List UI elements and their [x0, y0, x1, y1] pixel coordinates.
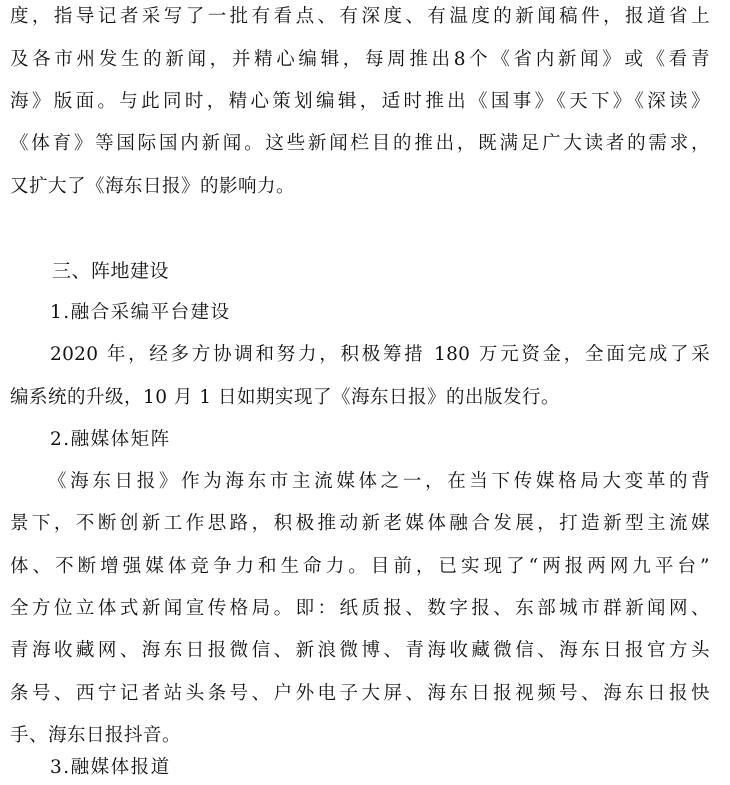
paragraph-line: 青海收藏网、海东日报微信、新浪微博、青海收藏微信、海东日报官方头 [10, 640, 710, 661]
subsection-title: 3.融媒体报道 [50, 757, 171, 778]
section-heading: 三、阵地建设 [52, 260, 170, 282]
paragraph-line: 体、不断增强媒体竞争力和生命力。目前，已实现了“两报两网九平台” [10, 556, 710, 577]
paragraph-line: 又扩大了《海东日报》的影响力。 [10, 176, 296, 197]
paragraph-line: 条号、西宁记者站头条号、户外电子大屏、海东日报视频号、海东日报快 [10, 683, 710, 704]
paragraph-line: 及各市州发生的新闻，并精心编辑，每周推出8个《省内新闻》或《看青 [10, 49, 710, 70]
paragraph-line: 海》版面。与此同时，精心策划编辑，适时推出《国事》《天下》《深读》 [10, 91, 710, 112]
paragraph-line: 手、海东日报抖音。 [10, 725, 182, 746]
paragraph-line: 度，指导记者采写了一批有看点、有深度、有温度的新闻稿件，报道省上 [10, 6, 710, 27]
paragraph-line: 全方位立体式新闻宣传格局。即：纸质报、数字报、东部城市群新闻网、 [10, 598, 710, 619]
paragraph-line: 2020 年，经多方协调和努力，积极筹措 180 万元资金，全面完成了采 [50, 344, 710, 365]
paragraph-line: 《海东日报》作为海东市主流媒体之一，在当下传媒格局大变革的背 [48, 471, 710, 492]
paragraph-line: 编系统的升级，10 月 1 日如期实现了《海东日报》的出版发行。 [10, 387, 560, 408]
paragraph-line: 景下，不断创新工作思路，积极推动新老媒体融合发展，打造新型主流媒 [10, 513, 710, 534]
subsection-title: 1.融合采编平台建设 [50, 302, 231, 323]
paragraph-line: 《体育》等国际国内新闻。这些新闻栏目的推出，既满足广大读者的需求， [10, 133, 710, 154]
subsection-title: 2.融媒体矩阵 [50, 429, 171, 450]
